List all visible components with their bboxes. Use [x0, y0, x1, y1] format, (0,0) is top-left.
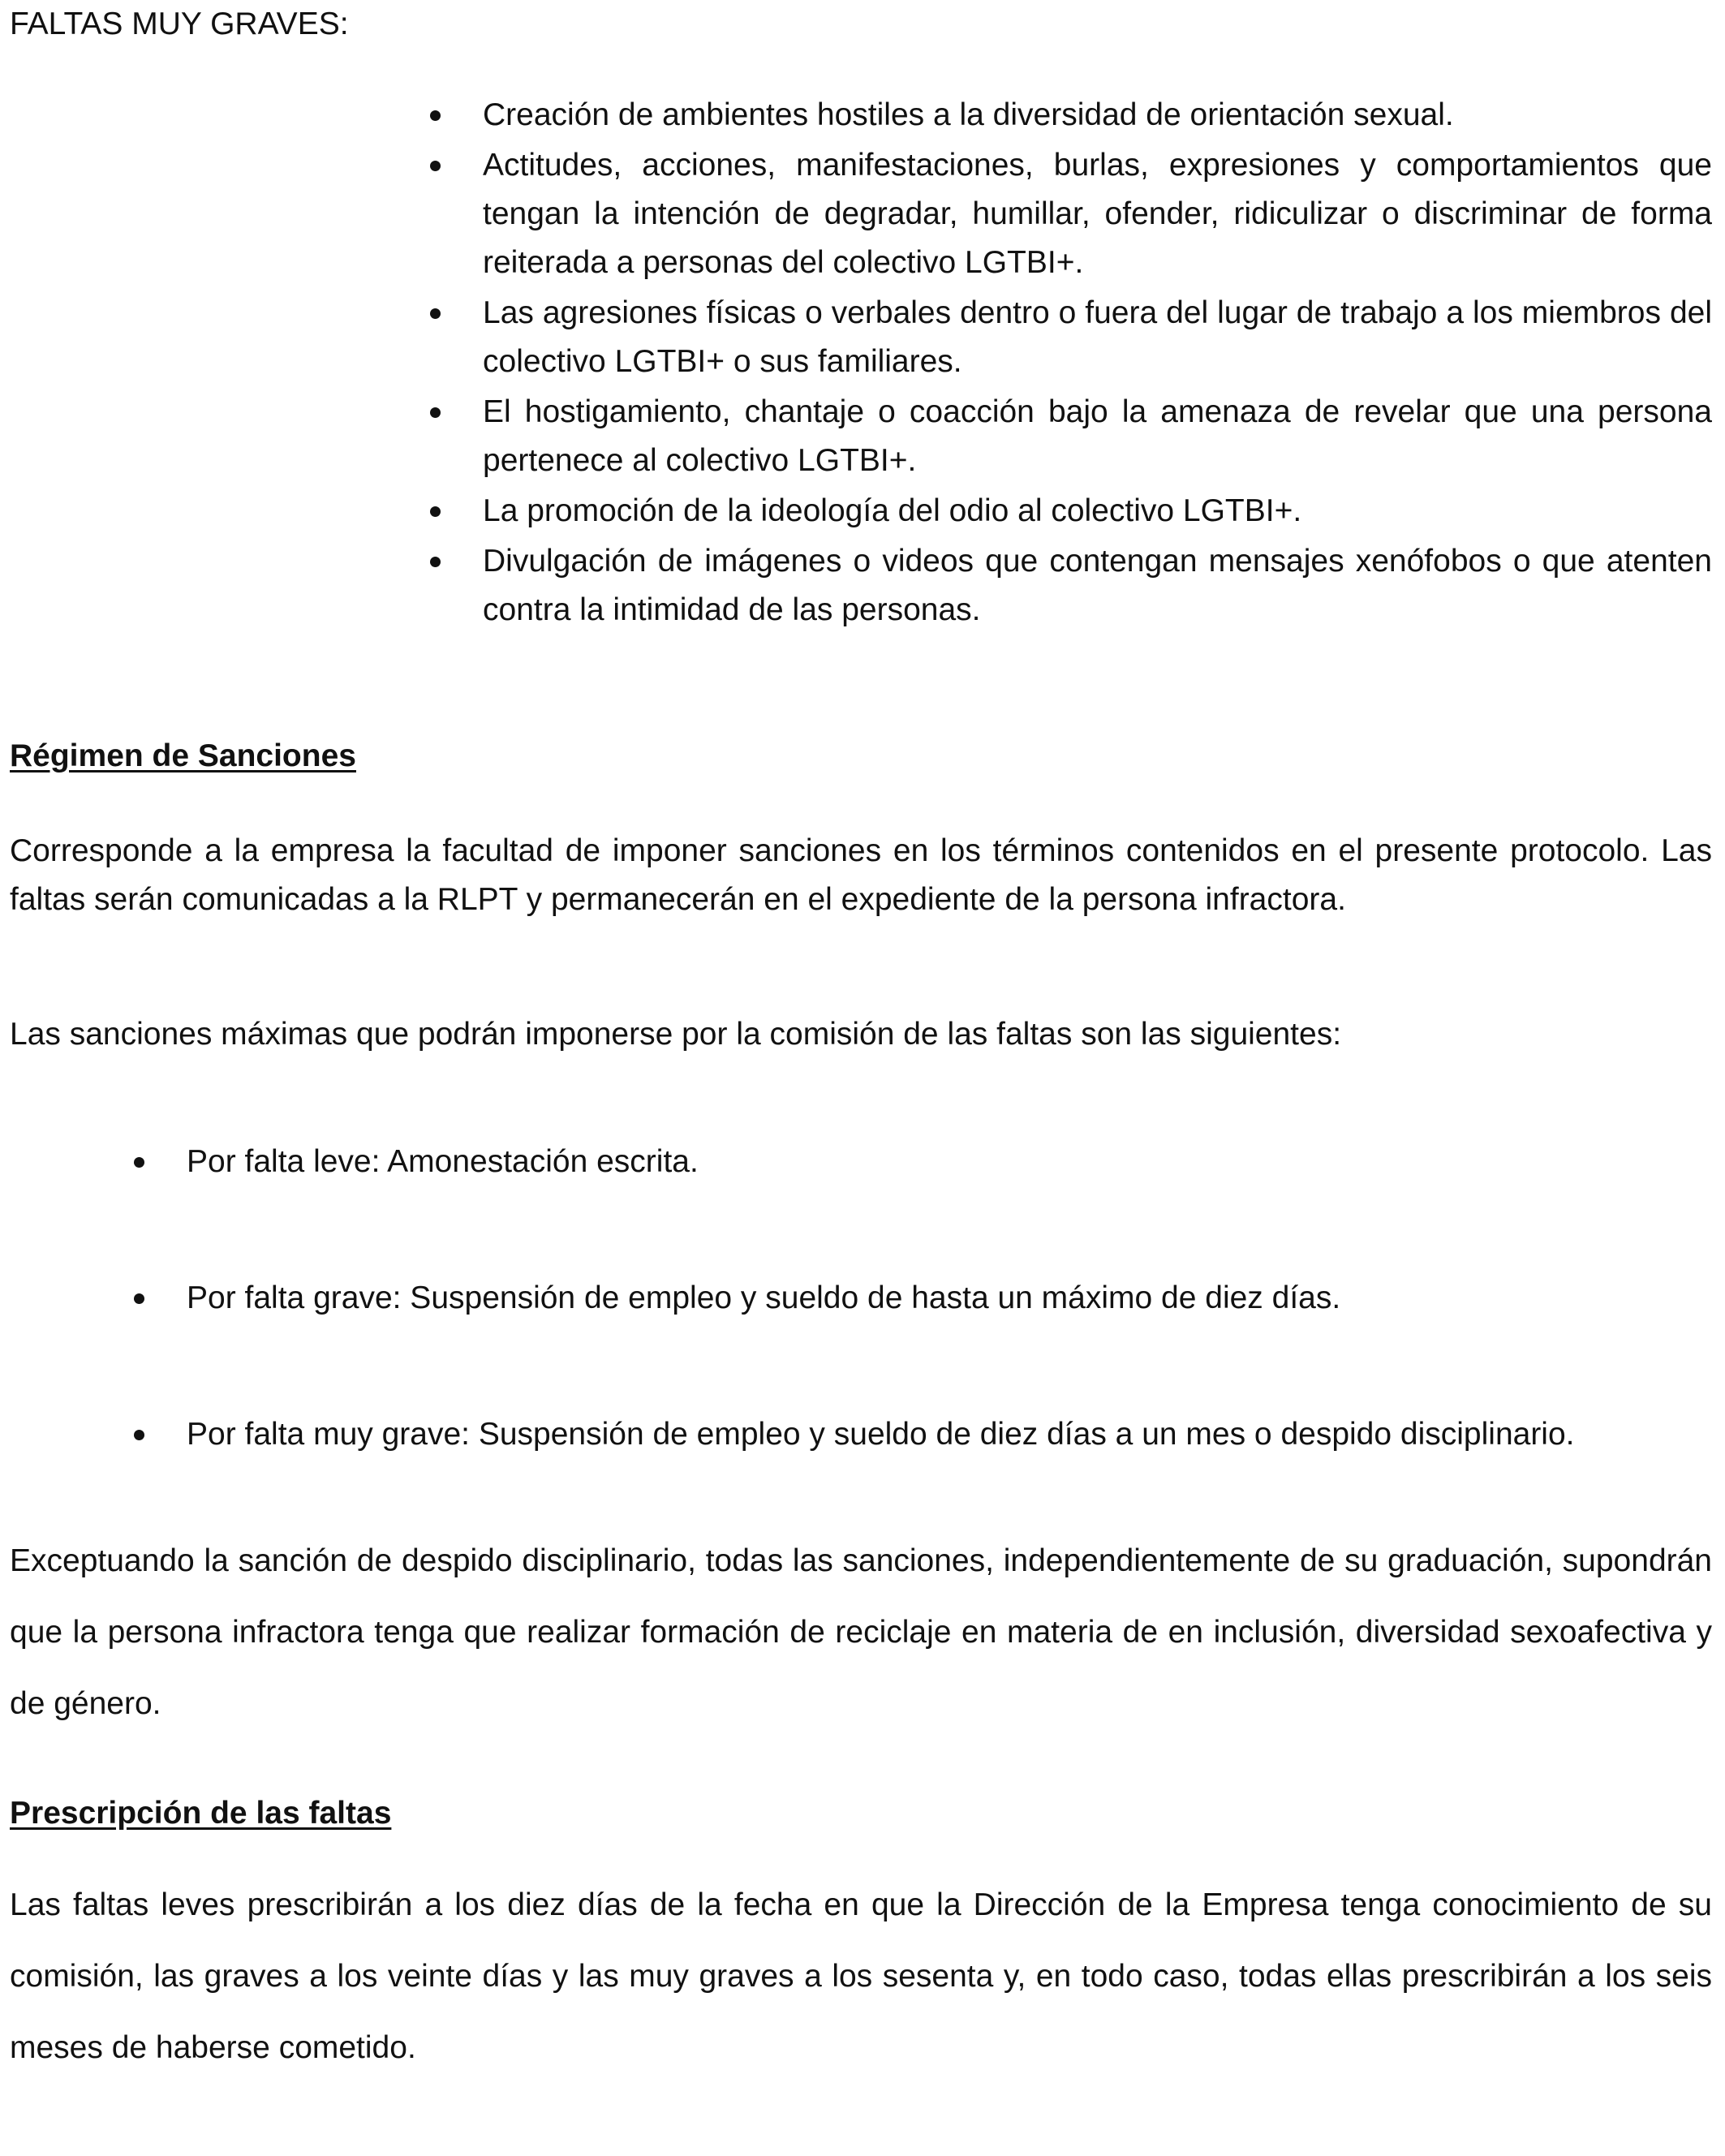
- list-item: Actitudes, acciones, manifestaciones, burlas, expresiones y comportamientos que tengan la intención de degradar, humillar, ofender, ridiculizar o discriminar de forma reiterada a personas del colectivo LGTBI+.: [483, 141, 1712, 287]
- faltas-muy-graves-list: [483, 91, 1712, 636]
- list-item: El hostigamiento, chantaje o coacción bajo la amenaza de revelar que una persona pertenece al colectivo LGTBI+.: [483, 388, 1712, 485]
- regimen-paragraph-1: Corresponde a la empresa la facultad de imponer sanciones en los términos contenidos en el presente protocolo. Las faltas serán comunicadas a la RLPT y permanecerán en el expediente de la persona infractora.: [10, 833, 1712, 917]
- prescripcion-heading: Prescripción de las faltas: [10, 1796, 392, 1831]
- list-item: Creación de ambientes hostiles a la diversidad de orientación sexual.: [483, 91, 1712, 140]
- list-item: Por falta muy grave: Suspensión de empleo y sueldo de diez días a un mes o despido disciplinario.: [187, 1399, 1712, 1470]
- regimen-heading: Régimen de Sanciones: [10, 738, 356, 773]
- regimen-paragraph-3: Exceptuando la sanción de despido disciplinario, todas las sanciones, independientemente de su graduación, supondrán que la persona infractora tenga que realizar formación de reciclaje en materia de en inclusión, diversidad sexoafectiva y de género.: [10, 1543, 1712, 1721]
- faltas-muy-graves-title: FALTAS MUY GRAVES:: [10, 6, 349, 41]
- document-page: [10, 0, 1712, 2156]
- regimen-paragraph-2: Las sanciones máximas que podrán imponerse por la comisión de las faltas son las siguientes:: [10, 1017, 1342, 1052]
- list-item: Por falta leve: Amonestación escrita.: [187, 1126, 1712, 1198]
- list-item: Divulgación de imágenes o videos que contengan mensajes xenófobos o que atenten contra la intimidad de las personas.: [483, 537, 1712, 635]
- list-item: Las agresiones físicas o verbales dentro o fuera del lugar de trabajo a los miembros del colectivo LGTBI+ o sus familiares.: [483, 289, 1712, 386]
- sanciones-list: [187, 1126, 1712, 1535]
- list-item: La promoción de la ideología del odio al colectivo LGTBI+.: [483, 487, 1712, 536]
- list-item: Por falta grave: Suspensión de empleo y sueldo de hasta un máximo de diez días.: [187, 1263, 1712, 1334]
- prescripcion-paragraph: Las faltas leves prescribirán a los diez días de la fecha en que la Dirección de la Empresa tenga conocimiento de su comisión, las graves a los veinte días y las muy graves a los sesenta y, en todo caso, todas ellas prescribirán a los seis meses de haberse cometido.: [10, 1887, 1712, 2065]
